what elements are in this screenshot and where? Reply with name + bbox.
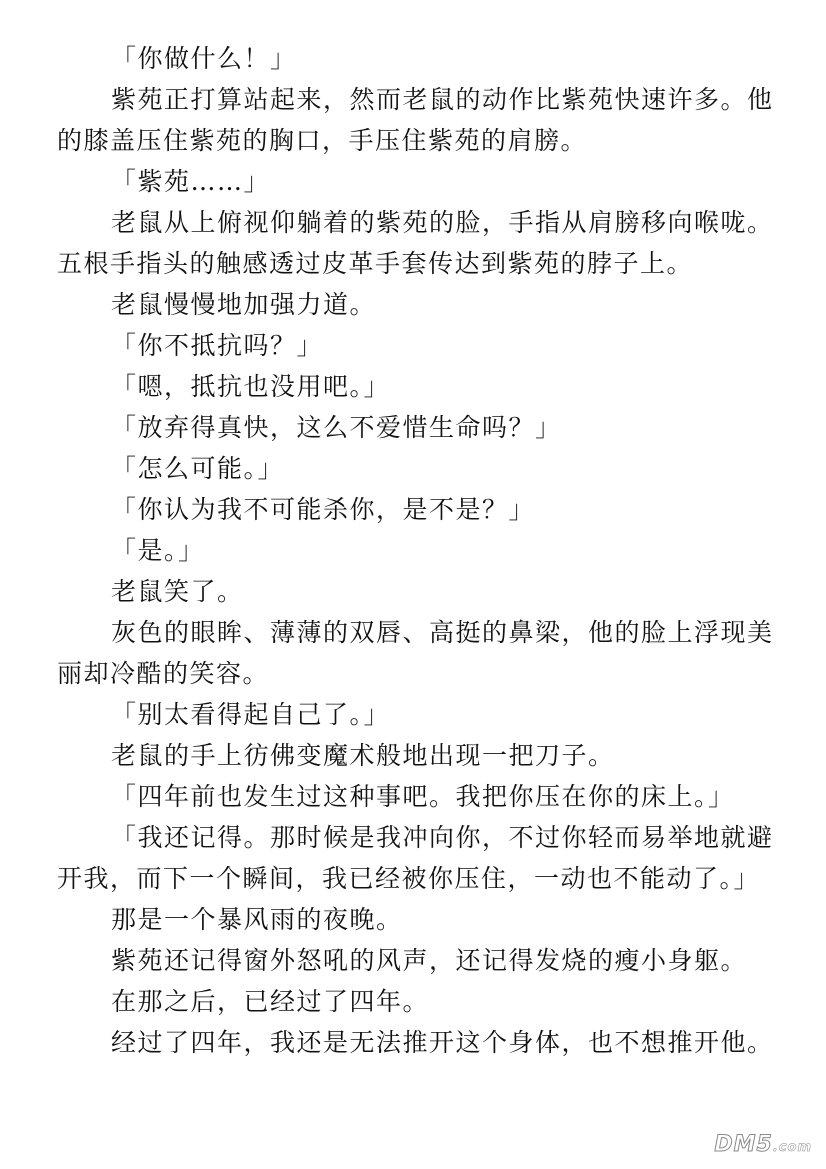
paragraph-4: 老鼠从上俯视仰躺着的紫苑的脸，手指从肩膀移向喉咙。五根手指头的触感透过皮革手套传达到紫苑的脖子上。 xyxy=(57,208,774,278)
paragraph-18: 那是一个暴风雨的夜晚。 xyxy=(111,905,403,934)
paragraph-6: 「你不抵抗吗？」 xyxy=(111,331,324,360)
paragraph-17: 「我还记得。那时候是我冲向你，不过你轻而易举地就避开我，而下一个瞬间，我已经被你压住，一动也不能动了。」 xyxy=(57,823,774,893)
watermark-suffix: .com xyxy=(772,1140,812,1155)
paragraph-15: 老鼠的手上彷佛变魔术般地出现一把刀子。 xyxy=(111,741,615,770)
paragraph-16: 「四年前也发生过这种事吧。我把你压在你的床上。」 xyxy=(111,782,735,811)
paragraph-3: 「紫苑……」 xyxy=(111,167,271,196)
paragraph-2: 紫苑正打算站起来，然而老鼠的动作比紫苑快速许多。他的膝盖压住紫苑的胸口，手压住紫苑的肩膀。 xyxy=(57,85,774,155)
watermark-main: DM5 xyxy=(714,1132,773,1157)
paragraph-20: 在那之后，已经过了四年。 xyxy=(111,987,430,1016)
paragraph-14: 「别太看得起自己了。」 xyxy=(111,700,391,729)
paragraph-21: 经过了四年，我还是无法推开这个身体，也不想推开他。 xyxy=(111,1028,774,1057)
site-watermark xyxy=(714,1132,812,1157)
paragraph-11: 「是。」 xyxy=(111,536,205,565)
paragraph-1: 「你做什么！」 xyxy=(111,44,297,73)
paragraph-8: 「放弃得真快，这么不爱惜生命吗？」 xyxy=(111,413,562,442)
paragraph-10: 「你认为我不可能杀你，是不是？」 xyxy=(111,495,536,524)
text-body xyxy=(57,38,777,1063)
paragraph-12: 老鼠笑了。 xyxy=(111,577,244,606)
paragraph-13: 灰色的眼眸、薄薄的双唇、高挺的鼻梁，他的脸上浮现美丽却冷酷的笑容。 xyxy=(57,618,774,688)
paragraph-9: 「怎么可能。」 xyxy=(111,454,285,483)
paragraph-19: 紫苑还记得窗外怒吼的风声，还记得发烧的瘦小身躯。 xyxy=(111,946,748,975)
paragraph-5: 老鼠慢慢地加强力道。 xyxy=(111,290,377,319)
paragraph-7: 「嗯，抵抗也没用吧。」 xyxy=(111,372,391,401)
